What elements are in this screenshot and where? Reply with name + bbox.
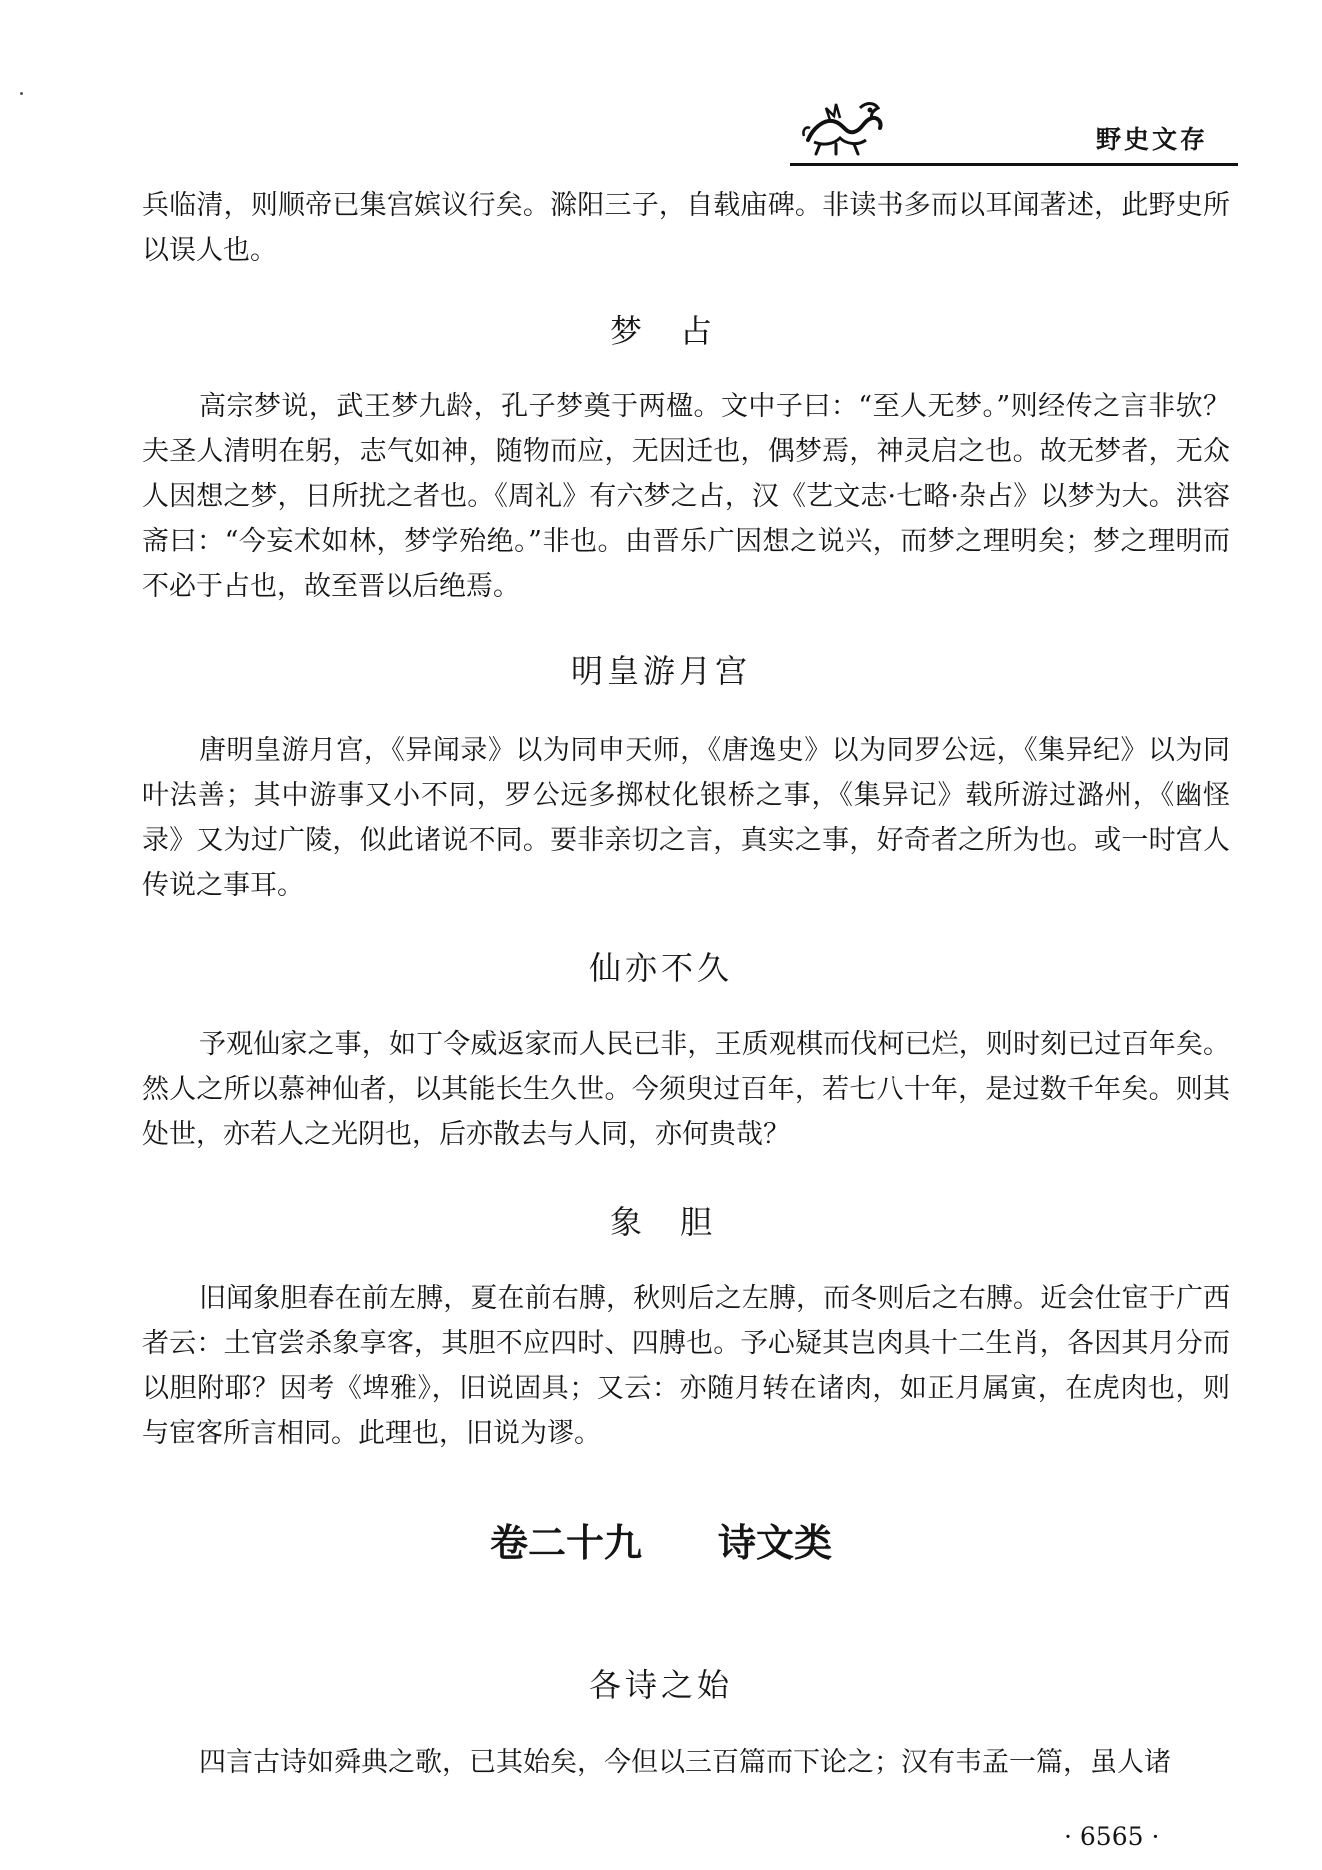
section-heading: 梦占 — [609, 312, 750, 350]
running-title: 野史文存 — [1096, 125, 1209, 154]
section-paragraph: 四言古诗如舜典之歌，已其始矣，今但以三百篇而下论之；汉有韦孟一篇，虽人诸 — [199, 1747, 1171, 1778]
section-paragraph: 唐明皇游月宫，《异闻录》以为同申天师，《唐逸史》以为同罗公远，《集异纪》以为同叶法善；其中游事又小不同，罗公远多掷杖化银桥之事，《集异记》载所游过潞州，《幽怪录》又为过广陵，似此诸说不同。要非亲切之言，真实之事，好奇者之所为也。或一时宫人传说之事耳。 — [142, 735, 1230, 901]
section-heading: 仙亦不久 — [588, 949, 733, 987]
page-number: · 6565 · — [1064, 1822, 1160, 1851]
section-heading: 明皇游月宫 — [570, 652, 751, 690]
continuation-paragraph: 兵临清，则顺帝已集宫嫔议行矣。滁阳三子，自载庙碑。非读书多而以耳闻著述，此野史所以误人也。 — [142, 190, 1230, 266]
section-paragraph: 予观仙家之事，如丁令威返家而人民已非，王质观棋而伐柯已烂，则时刻已过百年矣。然人之所以慕神仙者，以其能长生久世。今须臾过百年，若七八十年，是过数千年矣。则其处世，亦若人之光阴也，后亦散去与人同，亦何贵哉？ — [142, 1029, 1230, 1150]
scan-speck — [20, 92, 23, 95]
chapter-title: 卷二十九 诗文类 — [489, 1521, 832, 1565]
section-paragraph: 高宗梦说，武王梦九龄，孔子梦奠于两楹。文中子曰：“至人无梦。”则经传之言非欤？夫圣人清明在躬，志气如神，随物而应，无因迁也，偶梦焉，神灵启之也。故无梦者，无众人因想之梦，日所扰之者也。《周礼》有六梦之占，汉《艺文志·七略·杂占》以梦为大。洪容斋曰：“今妄术如林，梦学殆绝。”非也。由晋乐广因想之说兴，而梦之理明矣；梦之理明而不必于占也，故至晋以后绝焉。 — [142, 391, 1230, 602]
section-paragraph: 旧闻象胆春在前左膊，夏在前右膊，秋则后之左膊，而冬则后之右膊。近会仕宦于广西者云：土官尝杀象享客，其胆不应四时、四膊也。予心疑其岂肉具十二生肖，各因其月分而以胆附耶？因考《埤雅》，旧说固具；又云：亦随月转在诸肉，如正月属寅，在虎肉也，则与宦客所言相同。此理也，旧说为谬。 — [142, 1283, 1230, 1449]
section-heading: 象胆 — [609, 1203, 750, 1241]
dragon-emblem-icon — [800, 96, 886, 158]
header-rule — [790, 163, 1238, 166]
section-heading: 各诗之始 — [588, 1666, 733, 1704]
